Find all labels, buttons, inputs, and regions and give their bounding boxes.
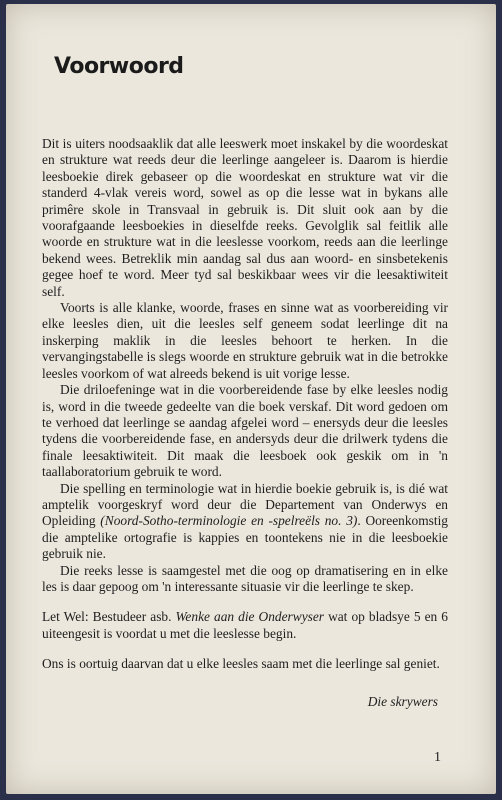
- paragraph-4-text-b: . Ooreenkomstig die amptelike ortografie is kappies en toontekens nie in die leesboekie gebruik nie.: [42, 513, 448, 562]
- paragraph-2: Voorts is alle klanke, woorde, frases en sinne wat as voorbereiding vir elke leesles dien, uit die leesles self geneem sodat leerlinge dit na inskerping maklik in die leesles behoort te herken. In die vervangingstabelle is slegs woorde en strukture gebruik wat in die betrokke leesles voorkom of wat alreeds bekend is uit vorige lesse.: [42, 300, 448, 381]
- paragraph-note: [42, 609, 448, 642]
- paragraph-4-text-a: Die spelling en terminologie wat in hierdie boekie gebruik is, is dié wat amptelik voorgeskryf word deur die Departement van Onderwys en Opleiding: [42, 480, 448, 529]
- paragraph-3: Die driloefeninge wat in die voorbereidende fase by elke leesles nodig is, word in die tweede gedeelte van die boek verskaf. Dit word gedoen om te verhoed dat leerlinge se aandag afgelei word – enersyds deur die leesles tydens die voorbereidende fase, en andersyds deur die drilwerk tydens die finale leesaktiwiteit. Dit maak die leesboek ook geskik om in 'n taallaboratorium gebruik te word.: [42, 382, 448, 480]
- paragraph-closing: Ons is oortuig daarvan dat u elke leesles saam met die leerlinge sal geniet.: [42, 656, 440, 672]
- note-title: Wenke aan die Onderwyser: [175, 609, 325, 625]
- paragraph-1: Dit is uiters noodsaaklik dat alle leeswerk moet inskakel by die woordeskat en strukture wat reeds deur die leerlinge aangeleer is. Daarom is hierdie leesboekie direk gebaseer op die woordeskat en strukture wat vir die standerd 4-vlak vereis word, sowel as op die lesse wat in bykans alle primêre skole in Transvaal in gebruik is. Dit sluit ook aan by die voorafgaande leesboekies in dieselfde reeks. Gevolglik sal feitlik alle woorde en strukture wat in die leeslesse voorkom, reeds aan die leerlinge bekend wees. Betreklik min aandag sal dus aan woord- en sinsbetekenis gegee hoef te word. Meer tyd sal beskikbaar wees vir die leesaktiwiteit self.: [42, 136, 448, 299]
- paragraph-4-citation: (Noord-Sotho-terminologie en -spelreëls no. 3): [100, 513, 358, 529]
- page-title: Voorwoord: [54, 54, 184, 79]
- note-text-b: wat op bladsye 5 en 6 uiteengesit is voordat u met die leeslesse begin.: [42, 609, 448, 641]
- signature: Die skrywers: [367, 694, 438, 709]
- paragraph-5: Die reeks lesse is saamgestel met die oog op dramatisering en in elke les is daar gepoog om 'n interessante situasie vir die leerlinge te skep.: [42, 562, 448, 594]
- note-text-a: Let Wel: Bestudeer asb.: [42, 609, 176, 625]
- paragraph-4: [42, 481, 448, 563]
- page-number: 1: [434, 750, 441, 765]
- foreword-body: [42, 136, 448, 673]
